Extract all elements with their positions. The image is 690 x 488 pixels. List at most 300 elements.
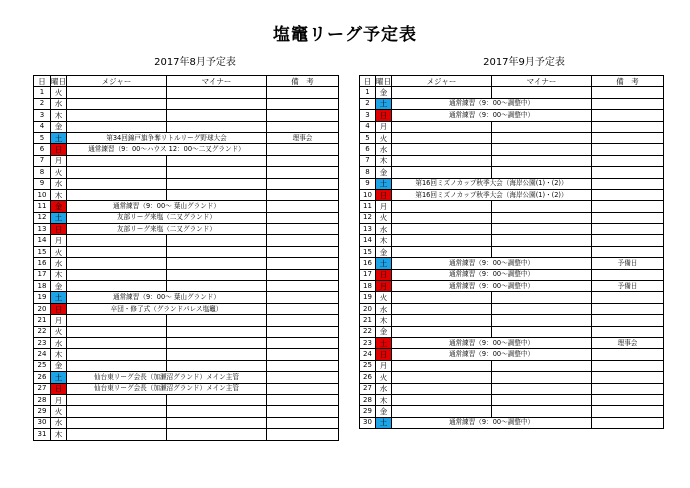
minor-cell — [492, 315, 592, 326]
weekday-cell: 水 — [376, 144, 392, 155]
table-row — [34, 394, 339, 405]
notes-cell — [267, 303, 339, 314]
day-cell: 5 — [360, 132, 376, 143]
day-cell: 19 — [360, 292, 376, 303]
minor-cell — [167, 121, 267, 132]
day-cell: 9 — [360, 178, 376, 189]
september-subtitle: 2017年9月予定表 — [483, 57, 565, 68]
notes-cell — [267, 246, 339, 257]
weekday-cell: 土 — [51, 212, 67, 223]
weekday-cell: 水 — [51, 98, 67, 109]
header-notes: 備 考 — [592, 76, 664, 87]
minor-cell — [167, 167, 267, 178]
day-cell: 29 — [34, 406, 51, 417]
major-cell — [67, 178, 167, 189]
event-cell: 通常練習（9：00～調整中） — [392, 349, 592, 360]
major-cell — [392, 167, 492, 178]
table-row — [360, 303, 664, 314]
header-major: メジャー — [392, 76, 492, 87]
table-row — [360, 394, 664, 405]
day-cell: 29 — [360, 406, 376, 417]
major-cell — [67, 121, 167, 132]
table-row — [34, 132, 339, 143]
notes-cell — [267, 224, 339, 235]
minor-cell — [167, 110, 267, 121]
event-cell: 通常練習（9：00～ 葉山グランド） — [67, 201, 267, 212]
notes-cell — [267, 167, 339, 178]
event-cell: 卒団・修了式（グランドパレス塩竈） — [67, 303, 267, 314]
table-row — [34, 201, 339, 212]
table-row — [360, 406, 664, 417]
weekday-cell: 金 — [51, 201, 67, 212]
notes-cell — [267, 121, 339, 132]
table-row — [34, 269, 339, 280]
major-cell — [392, 394, 492, 405]
day-cell: 25 — [34, 360, 51, 371]
event-cell: 通常練習（9：00～調整中） — [392, 269, 592, 280]
minor-cell — [167, 394, 267, 405]
weekday-cell: 火 — [376, 212, 392, 223]
table-row — [360, 258, 664, 269]
weekday-cell: 土 — [51, 132, 67, 143]
page-title: 塩竈リーグ予定表 — [273, 25, 417, 45]
day-cell: 6 — [34, 144, 51, 155]
table-row — [360, 201, 664, 212]
table-row — [360, 383, 664, 394]
major-cell — [67, 98, 167, 109]
minor-cell — [492, 87, 592, 98]
weekday-cell: 日 — [51, 224, 67, 235]
table-row — [34, 383, 339, 394]
table-row — [360, 110, 664, 121]
table-row — [34, 110, 339, 121]
weekday-cell: 木 — [376, 235, 392, 246]
header-major: メジャー — [67, 76, 167, 87]
notes-cell: 予備日 — [592, 281, 664, 292]
weekday-cell: 月 — [376, 360, 392, 371]
notes-cell — [592, 292, 664, 303]
major-cell — [392, 212, 492, 223]
weekday-cell: 火 — [376, 292, 392, 303]
minor-cell — [167, 235, 267, 246]
notes-cell — [267, 326, 339, 337]
minor-cell — [492, 224, 592, 235]
weekday-cell: 木 — [376, 315, 392, 326]
weekday-cell: 月 — [51, 235, 67, 246]
major-cell — [67, 394, 167, 405]
notes-cell — [267, 292, 339, 303]
day-cell: 24 — [34, 349, 51, 360]
notes-cell — [592, 406, 664, 417]
september-schedule-table — [359, 75, 664, 429]
major-cell — [67, 258, 167, 269]
august-subtitle: 2017年8月予定表 — [154, 57, 236, 68]
event-cell: 仙台東リーグ会長（加瀬沼グランド）メイン主管 — [67, 383, 267, 394]
weekday-cell: 金 — [376, 87, 392, 98]
notes-cell — [267, 144, 339, 155]
weekday-cell: 水 — [51, 258, 67, 269]
minor-cell — [492, 292, 592, 303]
minor-cell — [492, 201, 592, 212]
table-row — [34, 87, 339, 98]
minor-cell — [492, 132, 592, 143]
header-day: 日 — [34, 76, 51, 87]
day-cell: 17 — [34, 269, 51, 280]
weekday-cell: 土 — [51, 372, 67, 383]
table-row — [34, 292, 339, 303]
day-cell: 8 — [34, 167, 51, 178]
minor-cell — [167, 155, 267, 166]
day-cell: 13 — [34, 224, 51, 235]
notes-cell — [267, 189, 339, 200]
weekday-cell: 火 — [51, 326, 67, 337]
weekday-cell: 金 — [51, 121, 67, 132]
notes-cell — [267, 429, 339, 440]
weekday-cell: 日 — [51, 383, 67, 394]
major-cell — [392, 235, 492, 246]
weekday-cell: 日 — [51, 303, 67, 314]
notes-cell — [592, 372, 664, 383]
weekday-cell: 木 — [376, 394, 392, 405]
table-row — [34, 224, 339, 235]
day-cell: 22 — [360, 326, 376, 337]
table-row — [34, 360, 339, 371]
minor-cell — [492, 372, 592, 383]
notes-cell — [267, 269, 339, 280]
weekday-cell: 土 — [376, 178, 392, 189]
table-row — [360, 360, 664, 371]
major-cell — [67, 326, 167, 337]
day-cell: 18 — [34, 281, 51, 292]
weekday-cell: 日 — [376, 349, 392, 360]
table-row — [360, 417, 664, 428]
day-cell: 21 — [360, 315, 376, 326]
major-cell — [67, 417, 167, 428]
event-cell: 通常練習（9：00～ 葉山グランド） — [67, 292, 267, 303]
minor-cell — [167, 349, 267, 360]
minor-cell — [492, 303, 592, 314]
minor-cell — [492, 121, 592, 132]
minor-cell — [167, 87, 267, 98]
event-cell: 通常練習（9：00～調整中） — [392, 337, 592, 348]
weekday-cell: 月 — [376, 121, 392, 132]
notes-cell — [592, 224, 664, 235]
event-cell: 通常練習（9：00～調整中） — [392, 258, 592, 269]
weekday-cell: 水 — [51, 417, 67, 428]
header-minor: マイナー — [167, 76, 267, 87]
weekday-cell: 木 — [51, 269, 67, 280]
day-cell: 14 — [360, 235, 376, 246]
header-notes: 備 考 — [267, 76, 339, 87]
major-cell — [392, 87, 492, 98]
major-cell — [67, 110, 167, 121]
notes-cell — [592, 212, 664, 223]
day-cell: 26 — [360, 372, 376, 383]
notes-cell — [592, 246, 664, 257]
weekday-cell: 金 — [376, 167, 392, 178]
day-cell: 21 — [34, 315, 51, 326]
major-cell — [67, 167, 167, 178]
major-cell — [67, 429, 167, 440]
day-cell: 24 — [360, 349, 376, 360]
table-row — [360, 224, 664, 235]
notes-cell — [592, 121, 664, 132]
table-row — [360, 144, 664, 155]
minor-cell — [167, 429, 267, 440]
major-cell — [392, 383, 492, 394]
day-cell: 4 — [34, 121, 51, 132]
major-cell — [392, 132, 492, 143]
weekday-cell: 土 — [376, 258, 392, 269]
notes-cell — [592, 383, 664, 394]
notes-cell — [267, 337, 339, 348]
day-cell: 16 — [34, 258, 51, 269]
day-cell: 27 — [360, 383, 376, 394]
weekday-cell: 水 — [51, 178, 67, 189]
major-cell — [392, 121, 492, 132]
major-cell — [67, 189, 167, 200]
notes-cell — [267, 360, 339, 371]
day-cell: 28 — [360, 394, 376, 405]
table-row — [34, 235, 339, 246]
notes-cell — [592, 269, 664, 280]
event-cell: 通常練習（9：00～調整中） — [392, 281, 592, 292]
major-cell — [67, 246, 167, 257]
major-cell — [67, 235, 167, 246]
notes-cell — [592, 132, 664, 143]
minor-cell — [492, 155, 592, 166]
notes-cell: 理事会 — [592, 337, 664, 348]
table-row — [34, 167, 339, 178]
weekday-cell: 月 — [376, 201, 392, 212]
day-cell: 4 — [360, 121, 376, 132]
day-cell: 15 — [360, 246, 376, 257]
major-cell — [392, 326, 492, 337]
notes-cell — [592, 110, 664, 121]
notes-cell — [267, 406, 339, 417]
table-row — [34, 178, 339, 189]
day-cell: 30 — [360, 417, 376, 428]
minor-cell — [167, 178, 267, 189]
weekday-cell: 土 — [51, 292, 67, 303]
table-row — [34, 144, 339, 155]
table-row — [360, 98, 664, 109]
table-row — [34, 337, 339, 348]
notes-cell — [592, 178, 664, 189]
weekday-cell: 土 — [376, 98, 392, 109]
notes-cell — [592, 360, 664, 371]
table-row — [360, 189, 664, 200]
event-cell: 第16回ミズノカップ秋季大会（海岸公園(1)・(2)） — [392, 189, 592, 200]
day-cell: 17 — [360, 269, 376, 280]
notes-cell — [267, 212, 339, 223]
notes-cell — [267, 258, 339, 269]
minor-cell — [167, 417, 267, 428]
day-cell: 11 — [34, 201, 51, 212]
day-cell: 18 — [360, 281, 376, 292]
major-cell — [392, 303, 492, 314]
table-row — [34, 429, 339, 440]
major-cell — [67, 155, 167, 166]
weekday-cell: 木 — [376, 155, 392, 166]
day-cell: 1 — [34, 87, 51, 98]
day-cell: 26 — [34, 372, 51, 383]
notes-cell — [267, 394, 339, 405]
event-cell: 仙台東リーグ会長（加瀬沼グランド）メイン主管 — [67, 372, 267, 383]
table-row — [34, 212, 339, 223]
table-row — [34, 121, 339, 132]
table-row — [360, 315, 664, 326]
table-row — [360, 292, 664, 303]
notes-cell — [267, 417, 339, 428]
notes-cell — [267, 98, 339, 109]
minor-cell — [167, 326, 267, 337]
weekday-cell: 土 — [376, 417, 392, 428]
weekday-cell: 火 — [51, 406, 67, 417]
table-row — [34, 258, 339, 269]
day-cell: 12 — [360, 212, 376, 223]
weekday-cell: 火 — [51, 246, 67, 257]
day-cell: 10 — [360, 189, 376, 200]
major-cell — [67, 337, 167, 348]
table-row — [360, 326, 664, 337]
table-row — [34, 406, 339, 417]
table-row — [34, 246, 339, 257]
event-cell: 第34回錦戸旗争奪リトルリーグ野球大会 — [67, 132, 267, 143]
day-cell: 10 — [34, 189, 51, 200]
weekday-cell: 火 — [376, 132, 392, 143]
major-cell — [392, 360, 492, 371]
major-cell — [67, 349, 167, 360]
minor-cell — [492, 212, 592, 223]
table-row — [34, 417, 339, 428]
day-cell: 3 — [34, 110, 51, 121]
day-cell: 28 — [34, 394, 51, 405]
weekday-cell: 月 — [376, 281, 392, 292]
september-header-row — [360, 76, 664, 87]
major-cell — [392, 315, 492, 326]
header-minor: マイナー — [492, 76, 592, 87]
weekday-cell: 金 — [376, 246, 392, 257]
day-cell: 23 — [34, 337, 51, 348]
minor-cell — [167, 337, 267, 348]
weekday-cell: 火 — [51, 167, 67, 178]
day-cell: 6 — [360, 144, 376, 155]
weekday-cell: 木 — [51, 110, 67, 121]
table-row — [360, 212, 664, 223]
weekday-cell: 水 — [376, 224, 392, 235]
august-header-row — [34, 76, 339, 87]
table-row — [360, 337, 664, 348]
notes-cell — [592, 98, 664, 109]
major-cell — [392, 406, 492, 417]
day-cell: 7 — [360, 155, 376, 166]
notes-cell: 予備日 — [592, 258, 664, 269]
weekday-cell: 日 — [376, 110, 392, 121]
weekday-cell: 金 — [376, 406, 392, 417]
notes-cell — [592, 394, 664, 405]
table-row — [34, 98, 339, 109]
major-cell — [392, 224, 492, 235]
notes-cell — [267, 87, 339, 98]
minor-cell — [167, 258, 267, 269]
event-cell: 通常練習（9：00～調整中） — [392, 98, 592, 109]
notes-cell — [267, 201, 339, 212]
weekday-cell: 日 — [376, 269, 392, 280]
notes-cell — [592, 155, 664, 166]
day-cell: 20 — [34, 303, 51, 314]
notes-cell — [267, 110, 339, 121]
weekday-cell: 金 — [51, 360, 67, 371]
major-cell — [392, 292, 492, 303]
weekday-cell: 日 — [51, 144, 67, 155]
notes-cell — [592, 417, 664, 428]
notes-cell — [592, 167, 664, 178]
day-cell: 30 — [34, 417, 51, 428]
table-row — [360, 87, 664, 98]
minor-cell — [492, 235, 592, 246]
event-cell: 通常練習（9：00～調整中） — [392, 417, 592, 428]
event-cell: 友部リーグ来塩（二又グランド） — [67, 212, 267, 223]
table-row — [34, 303, 339, 314]
table-row — [34, 155, 339, 166]
notes-cell — [267, 349, 339, 360]
minor-cell — [492, 326, 592, 337]
day-cell: 14 — [34, 235, 51, 246]
notes-cell — [592, 303, 664, 314]
minor-cell — [492, 406, 592, 417]
day-cell: 2 — [34, 98, 51, 109]
major-cell — [392, 201, 492, 212]
table-row — [360, 281, 664, 292]
notes-cell — [267, 155, 339, 166]
major-cell — [67, 281, 167, 292]
major-cell — [392, 144, 492, 155]
minor-cell — [167, 98, 267, 109]
table-row — [34, 189, 339, 200]
major-cell — [67, 360, 167, 371]
table-row — [360, 349, 664, 360]
day-cell: 12 — [34, 212, 51, 223]
minor-cell — [167, 281, 267, 292]
weekday-cell: 火 — [51, 87, 67, 98]
table-row — [34, 281, 339, 292]
minor-cell — [492, 360, 592, 371]
table-row — [360, 269, 664, 280]
table-row — [34, 349, 339, 360]
weekday-cell: 金 — [376, 326, 392, 337]
weekday-cell: 木 — [51, 189, 67, 200]
major-cell — [392, 155, 492, 166]
header-day: 日 — [360, 76, 376, 87]
day-cell: 25 — [360, 360, 376, 371]
weekday-cell: 水 — [376, 303, 392, 314]
major-cell — [392, 372, 492, 383]
minor-cell — [492, 394, 592, 405]
minor-cell — [167, 189, 267, 200]
major-cell — [392, 246, 492, 257]
weekday-cell: 火 — [376, 372, 392, 383]
event-cell: 通常練習（9：00～調整中） — [392, 110, 592, 121]
major-cell — [67, 315, 167, 326]
day-cell: 16 — [360, 258, 376, 269]
minor-cell — [492, 246, 592, 257]
table-row — [360, 132, 664, 143]
august-schedule-table — [33, 75, 339, 441]
notes-cell — [592, 315, 664, 326]
weekday-cell: 木 — [51, 429, 67, 440]
notes-cell — [267, 178, 339, 189]
